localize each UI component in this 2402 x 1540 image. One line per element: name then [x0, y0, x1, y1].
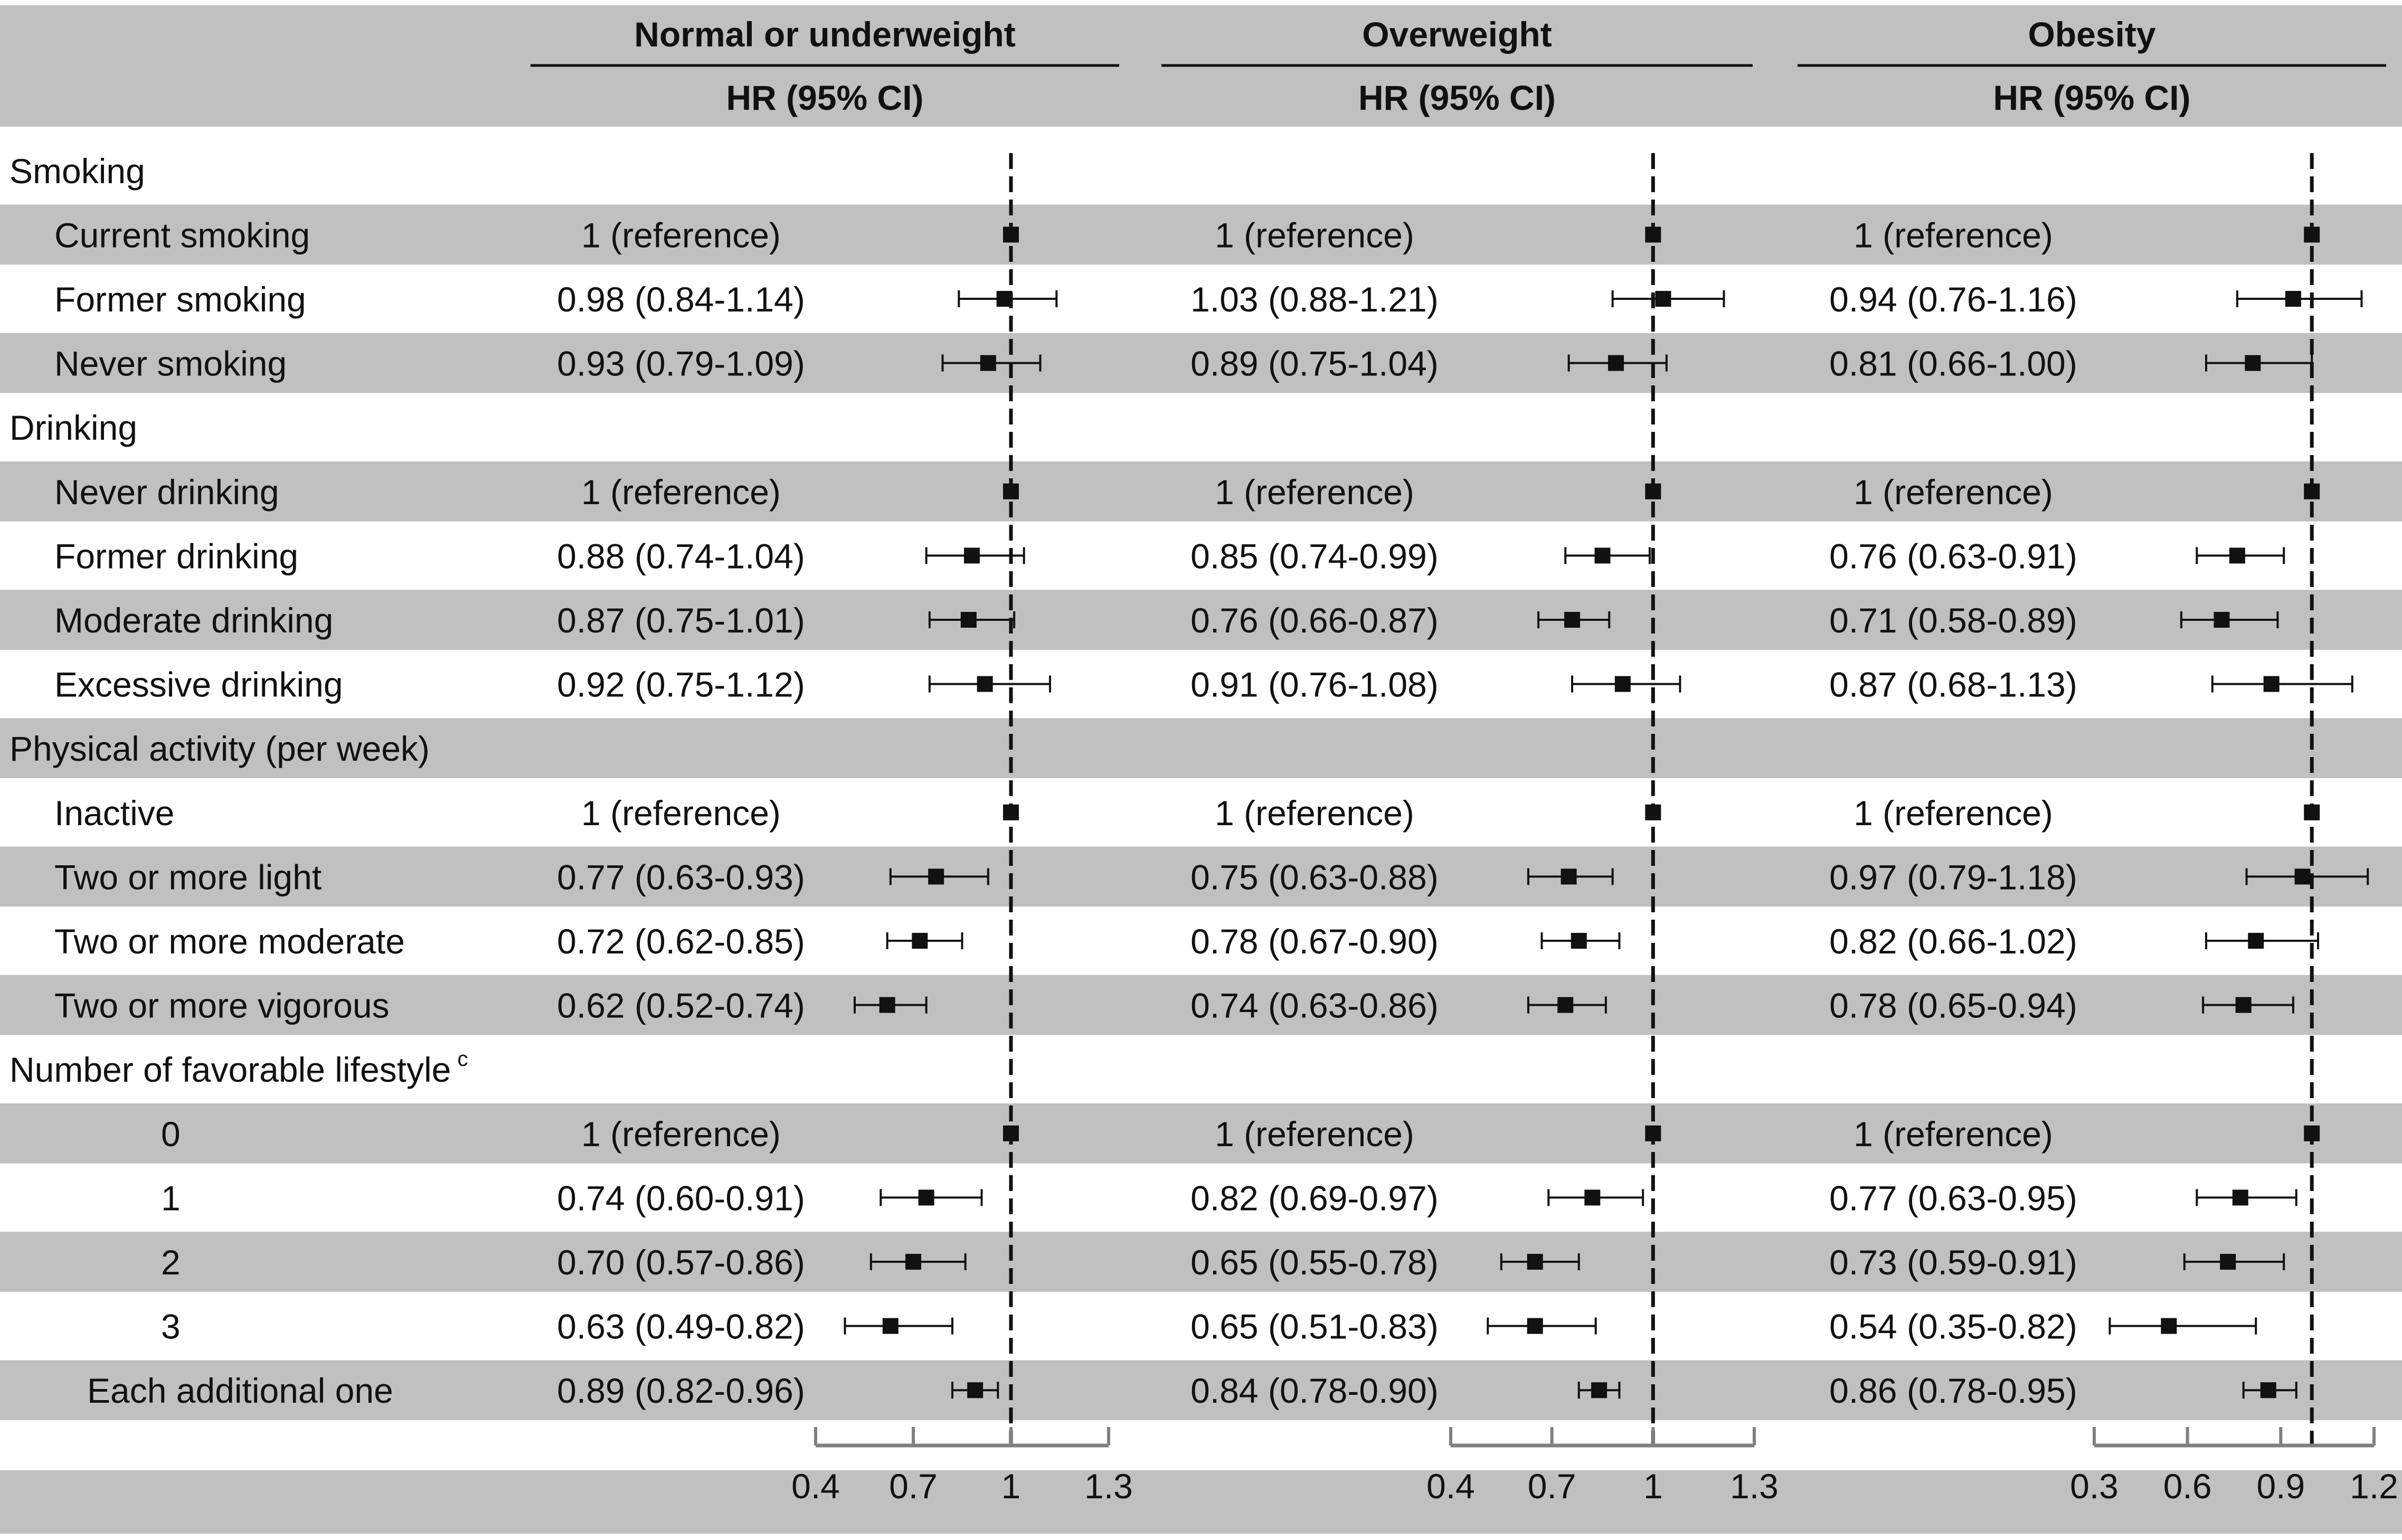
- hr-marker: [928, 868, 944, 884]
- section-label: Drinking: [10, 408, 138, 448]
- hr-ci-text: 1 (reference): [1853, 472, 2053, 512]
- hr-ci-text: 0.72 (0.62-0.85): [557, 922, 805, 961]
- tick-label: 0.4: [791, 1467, 840, 1506]
- section-label: Physical activity (per week): [10, 729, 430, 769]
- hr-ci-text: 0.89 (0.82-0.96): [557, 1371, 805, 1411]
- hr-marker: [1645, 226, 1661, 242]
- tick-label: 0.9: [2256, 1467, 2305, 1506]
- tick-label: 0.7: [889, 1467, 938, 1506]
- hr-ci-text: 0.85 (0.74-0.99): [1190, 536, 1439, 576]
- hr-marker: [967, 1382, 983, 1398]
- row-label: Each additional one: [87, 1371, 393, 1411]
- hr-marker: [2248, 933, 2264, 949]
- hr-marker: [912, 933, 928, 949]
- hr-marker: [1564, 612, 1580, 628]
- panel-title: Obesity: [2028, 15, 2156, 54]
- hr-ci-text: 0.82 (0.69-0.97): [1190, 1178, 1439, 1218]
- hr-marker: [2261, 1382, 2276, 1398]
- hr-marker: [2214, 612, 2229, 628]
- tick-label: 1.3: [1730, 1467, 1779, 1506]
- tick-label: 1.2: [2350, 1467, 2398, 1506]
- panel-subheader: HR (95% CI): [1993, 78, 2191, 117]
- hr-marker: [905, 1254, 921, 1270]
- row-label: Former drinking: [54, 536, 299, 576]
- hr-ci-text: 1 (reference): [1215, 215, 1414, 255]
- hr-ci-text: 0.65 (0.51-0.83): [1190, 1307, 1439, 1346]
- row-label: Two or more moderate: [54, 922, 405, 961]
- hr-ci-text: 0.63 (0.49-0.82): [557, 1307, 805, 1346]
- hr-ci-text: 1 (reference): [581, 472, 781, 512]
- hr-ci-text: 0.91 (0.76-1.08): [1190, 665, 1439, 704]
- hr-ci-text: 0.74 (0.63-0.86): [1190, 986, 1439, 1025]
- hr-ci-text: 0.62 (0.52-0.74): [557, 986, 805, 1025]
- hr-ci-text: 0.74 (0.60-0.91): [557, 1178, 805, 1218]
- hr-ci-text: 0.92 (0.75-1.12): [557, 665, 805, 704]
- hr-marker: [883, 1318, 899, 1334]
- hr-ci-text: 0.54 (0.35-0.82): [1829, 1307, 2077, 1346]
- hr-ci-text: 0.75 (0.63-0.88): [1190, 857, 1439, 897]
- tick-label: 0.7: [1527, 1467, 1576, 1506]
- hr-marker: [2304, 484, 2320, 499]
- hr-marker: [1561, 868, 1577, 884]
- hr-ci-text: 0.86 (0.78-0.95): [1829, 1371, 2077, 1411]
- tick-label: 0.4: [1426, 1467, 1475, 1506]
- hr-ci-text: 1 (reference): [1215, 1114, 1414, 1154]
- hr-marker: [1557, 997, 1573, 1013]
- hr-ci-text: 0.82 (0.66-1.02): [1829, 922, 2077, 961]
- hr-ci-text: 0.87 (0.75-1.01): [557, 601, 805, 640]
- panel-headers: [531, 15, 2386, 117]
- hr-ci-text: 0.81 (0.66-1.00): [1829, 344, 2077, 383]
- row-label: 1: [161, 1178, 181, 1218]
- row-label: Former smoking: [54, 280, 306, 319]
- panel-title: Overweight: [1362, 15, 1552, 54]
- hr-marker: [1527, 1318, 1543, 1334]
- hr-ci-text: 1 (reference): [1853, 793, 2053, 833]
- tick-label: 1: [1643, 1467, 1663, 1506]
- hr-ci-text: 0.98 (0.84-1.14): [557, 280, 805, 319]
- row-label: Inactive: [54, 793, 175, 833]
- hr-ci-text: 1 (reference): [1853, 215, 2053, 255]
- tick-label: 0.6: [2163, 1467, 2212, 1506]
- hr-marker: [1584, 1189, 1600, 1205]
- row-label: Moderate drinking: [54, 601, 334, 640]
- hr-ci-text: 1 (reference): [1215, 472, 1414, 512]
- hr-marker: [1003, 484, 1019, 499]
- panel-subheader: HR (95% CI): [726, 78, 924, 117]
- hr-marker: [2304, 805, 2320, 820]
- hr-ci-text: 0.84 (0.78-0.90): [1190, 1371, 1439, 1411]
- hr-marker: [980, 355, 996, 371]
- hr-marker: [2233, 1189, 2248, 1205]
- hr-marker: [2220, 1254, 2236, 1270]
- hr-marker: [977, 676, 993, 692]
- hr-marker: [1591, 1382, 1607, 1398]
- hr-ci-text: 0.97 (0.79-1.18): [1829, 857, 2077, 897]
- row-label: Current smoking: [54, 215, 310, 255]
- hr-marker: [1608, 355, 1624, 371]
- hr-ci-text: 0.94 (0.76-1.16): [1829, 280, 2077, 319]
- hr-ci-text: 0.77 (0.63-0.95): [1829, 1178, 2077, 1218]
- hr-ci-text: 1 (reference): [581, 1114, 781, 1154]
- tick-label: 1: [1001, 1467, 1021, 1506]
- hr-marker: [1615, 676, 1631, 692]
- hr-marker: [964, 547, 980, 563]
- hr-marker: [2304, 226, 2320, 242]
- hr-marker: [1571, 933, 1587, 949]
- hr-marker: [2236, 997, 2252, 1013]
- hr-marker: [2229, 547, 2245, 563]
- hr-marker: [1645, 805, 1661, 820]
- hr-marker: [2295, 868, 2311, 884]
- hr-marker: [2304, 1126, 2320, 1141]
- row-label: Two or more vigorous: [54, 986, 390, 1025]
- row-label: 0: [161, 1114, 181, 1154]
- hr-marker: [2264, 676, 2280, 692]
- row-label: 2: [161, 1243, 181, 1282]
- hr-marker: [1003, 1126, 1019, 1141]
- panel-subheader: HR (95% CI): [1358, 78, 1556, 117]
- hr-marker: [1656, 291, 1671, 307]
- axis-label-band: [0, 1470, 2402, 1534]
- row-label: Never drinking: [54, 472, 279, 512]
- footnote-marker: c: [457, 1047, 468, 1071]
- hr-ci-text: 0.70 (0.57-0.86): [557, 1243, 805, 1282]
- ci-texts: [557, 215, 2077, 1410]
- hr-ci-text: 0.88 (0.74-1.04): [557, 536, 805, 576]
- hr-marker: [961, 612, 977, 628]
- hr-marker: [2285, 291, 2301, 307]
- hr-marker: [1645, 484, 1661, 499]
- row-label: Never smoking: [54, 344, 287, 383]
- hr-marker: [1527, 1254, 1543, 1270]
- section-label: Smoking: [10, 151, 145, 191]
- hr-ci-text: 0.76 (0.63-0.91): [1829, 536, 2077, 576]
- hr-ci-text: 0.78 (0.65-0.94): [1829, 986, 2077, 1025]
- hr-marker: [880, 997, 895, 1013]
- hr-marker: [997, 291, 1013, 307]
- hr-ci-text: 0.65 (0.55-0.78): [1190, 1243, 1439, 1282]
- hr-ci-text: 0.71 (0.58-0.89): [1829, 601, 2077, 640]
- hr-ci-text: 0.78 (0.67-0.90): [1190, 922, 1439, 961]
- hr-ci-text: 0.76 (0.66-0.87): [1190, 601, 1439, 640]
- tick-label: 1.3: [1084, 1467, 1133, 1506]
- hr-ci-text: 1 (reference): [1215, 793, 1414, 833]
- hr-ci-text: 0.73 (0.59-0.91): [1829, 1243, 2077, 1282]
- tick-label: 0.3: [2070, 1467, 2119, 1506]
- hr-ci-text: 0.89 (0.75-1.04): [1190, 344, 1439, 383]
- section-label: Number of favorable lifestyle $^c$: [10, 1047, 468, 1090]
- hr-markers: [880, 226, 2320, 1398]
- row-label: 3: [161, 1307, 181, 1346]
- hr-marker: [2245, 355, 2261, 371]
- hr-ci-text: 0.87 (0.68-1.13): [1829, 665, 2077, 704]
- hr-ci-text: 1.03 (0.88-1.21): [1190, 280, 1439, 319]
- row-label: Excessive drinking: [54, 665, 343, 704]
- hr-ci-text: 1 (reference): [1853, 1114, 2053, 1154]
- panel-title: Normal or underweight: [634, 15, 1016, 54]
- hr-ci-text: 0.77 (0.63-0.93): [557, 857, 805, 897]
- hr-ci-text: 1 (reference): [581, 793, 781, 833]
- hr-ci-text: 0.93 (0.79-1.09): [557, 344, 805, 383]
- row-label: Two or more light: [54, 857, 322, 897]
- hr-ci-text: 1 (reference): [581, 215, 781, 255]
- hr-marker: [1003, 226, 1019, 242]
- hr-marker: [2161, 1318, 2177, 1334]
- hr-marker: [919, 1189, 934, 1205]
- hr-marker: [1645, 1126, 1661, 1141]
- hr-marker: [1003, 805, 1019, 820]
- hr-marker: [1595, 547, 1611, 563]
